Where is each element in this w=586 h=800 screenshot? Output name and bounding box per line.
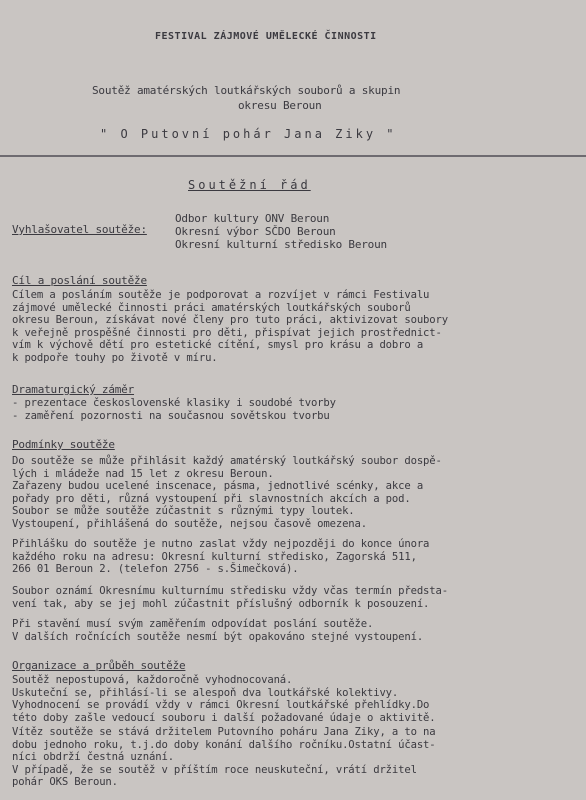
text-line: k podpoře touhy po životě v míru. [12, 351, 218, 364]
separator-line [0, 155, 586, 157]
text-line: vení tak, aby se jej mohl zúčastnit příslušný odborník k posouzení. [12, 597, 430, 610]
dramaturgy-heading: Dramaturgický záměr [12, 383, 135, 396]
text-line: Vítěz soutěže se stává držitelem Putovního poháru Jana Ziky, a to na [12, 726, 436, 738]
goal-heading: Cíl a poslání soutěže [12, 274, 147, 287]
text-line: 266 01 Beroun 2. (telefon 2756 - s.Šimečková). [12, 563, 299, 576]
organization-heading: Organizace a průběh soutěže [12, 659, 186, 672]
text-line: Vyhodnocení se provádí vždy v rámci Okresní loutkářské přehlídky.Do [12, 699, 430, 712]
organization-paragraph-1 [12, 674, 436, 724]
announcer-line-2: Okresní výbor SČDO Beroun [175, 225, 336, 238]
goal-paragraph [12, 289, 448, 365]
announcer-label: Vyhlašovatel soutěže: [12, 223, 147, 236]
announcer-line-1: Odbor kultury ONV Beroun [175, 212, 330, 225]
text-line: okresu Beroun, získávat nové členy pro tuto práci, aktivizovat soubory [12, 314, 448, 327]
conditions-paragraph-4 [12, 618, 423, 643]
list-item: - prezentace československé klasiky i soudobé tvorby [12, 397, 336, 409]
district-subtitle: okresu Beroun [238, 99, 322, 112]
text-line: Při stavění musí svým zaměřením odpovídat poslání soutěže. [12, 618, 374, 630]
dramaturgy-list [12, 397, 336, 422]
festival-title: FESTIVAL ZÁJMOVÉ UMĚLECKÉ ČINNOSTI [155, 31, 377, 42]
announcer-line-3: Okresní kulturní středisko Beroun [175, 238, 387, 251]
text-line: Zařazeny budou ucelené inscenace, pásma, jednotlivé scénky, akce a [12, 480, 424, 493]
cup-title: " O Putovní pohár Jana Ziky " [100, 127, 397, 141]
text-line: dobu jednoho roku, t.j.do doby konání dalšího ročníku.Ostatní účast- [12, 738, 436, 751]
conditions-heading: Podmínky soutěže [12, 438, 115, 451]
text-line: Vystoupení, přihlášená do soutěže, nejsou časově omezena. [12, 517, 367, 530]
list-item: - zaměření pozornosti na současnou sovětskou tvorbu [12, 409, 330, 422]
text-line: každého roku na adresu: Okresní kulturní středisko, Zagorská 511, [12, 550, 417, 563]
text-line: vím k výchově dětí pro estetické cítění, smysl pro krásu a dobro a [12, 339, 424, 352]
competition-subtitle: Soutěž amatérských loutkářských souborů a skupin [92, 84, 401, 97]
text-line: V případě, že se soutěž v příštím roce neuskuteční, vrátí držitel [12, 763, 417, 776]
text-line: Do soutěže se může přihlásit každý amatérský loutkářský soubor dospě- [12, 455, 442, 467]
text-line: V dalších ročnících soutěže nesmí být opakováno stejné vystoupení. [12, 630, 424, 643]
text-line: Cílem a posláním soutěže je podporovat a rozvíjet v rámci Festivalu [12, 289, 430, 301]
text-line: pořady pro děti, různá vystoupení při slavnostních akcích a pod. [12, 492, 411, 505]
text-line: k veřejně prospěšné činnosti pro děti, přispívat jejich prostřednict- [12, 326, 442, 339]
organization-paragraph-2 [12, 726, 436, 789]
text-line: této doby zašle vedoucí souboru i další požadované údaje o aktivitě. [12, 711, 436, 724]
conditions-paragraph-1 [12, 455, 442, 531]
conditions-paragraph-2 [12, 538, 429, 576]
rules-title: Soutěžní řád [188, 178, 311, 192]
text-line: Soutěž nepostupová, každoročně vyhodnocovaná. [12, 674, 293, 686]
text-line: pohár OKS Beroun. [12, 776, 118, 789]
text-line: Soubor se může soutěže zúčastnit s různými typy loutek. [12, 505, 355, 518]
conditions-paragraph-3 [12, 585, 448, 610]
text-line: Soubor oznámí Okresnímu kulturnímu středisku vždy včas termín předsta- [12, 585, 448, 597]
text-line: lých i mládeže nad 15 let z okresu Beroun. [12, 467, 274, 480]
text-line: Uskuteční se, přihlásí-li se alespoň dva loutkářské kolektivy. [12, 686, 399, 699]
text-line: zájmové umělecké činnosti práci amatérských loutkářských souborů [12, 301, 411, 314]
text-line: níci obdrží čestná uznání. [12, 751, 174, 764]
text-line: Přihlášku do soutěže je nutno zaslat vždy nejpozději do konce února [12, 538, 430, 550]
